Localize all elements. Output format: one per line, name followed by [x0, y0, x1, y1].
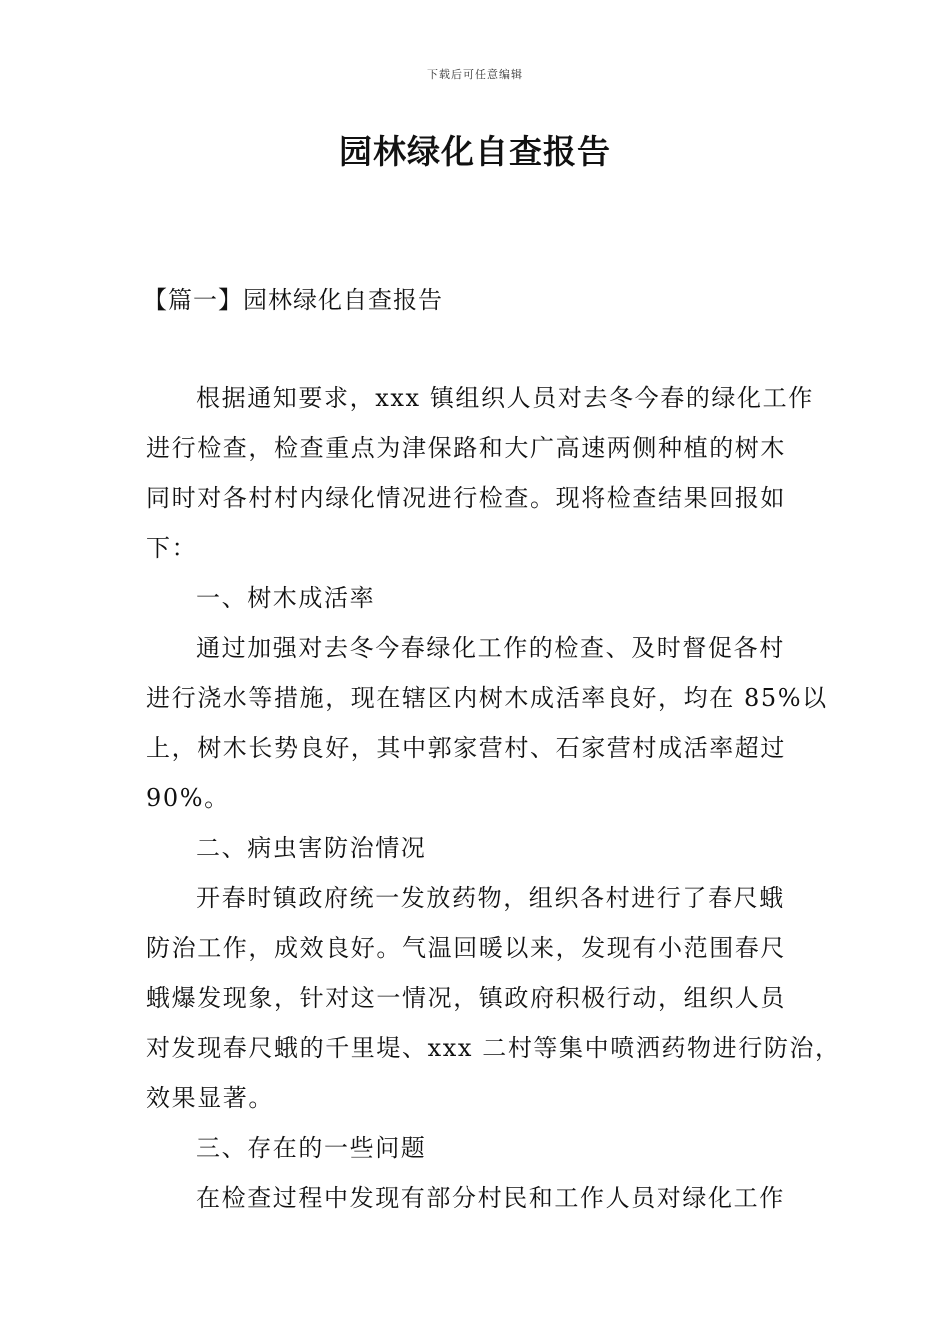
paragraph-line: 根据通知要求，xxx 镇组织人员对去冬今春的绿化工作	[196, 384, 814, 412]
paragraph-line: 通过加强对去冬今春绿化工作的检查、及时督促各村	[196, 634, 785, 662]
header-note: 下载后可任意编辑	[427, 68, 523, 81]
section-heading: 【篇一】园林绿化自查报告	[143, 286, 443, 314]
paragraph-line: 对发现春尺蛾的千里堤、xxx 二村等集中喷洒药物进行防治，	[146, 1034, 841, 1062]
paragraph-line: 上，树木长势良好，其中郭家营村、石家营村成活率超过	[146, 734, 786, 762]
document-body	[146, 373, 841, 1223]
subheading-line: 二、病虫害防治情况	[196, 834, 427, 862]
paragraph-line: 蛾爆发现象，针对这一情况，镇政府积极行动，组织人员	[146, 984, 786, 1012]
paragraph-line: 进行检查，检查重点为津保路和大广高速两侧种植的树木	[146, 434, 786, 462]
paragraph-line: 90%。	[146, 784, 230, 812]
paragraph-line: 效果显著。	[146, 1084, 274, 1112]
paragraph-line: 下：	[146, 534, 198, 562]
paragraph-line: 在检查过程中发现有部分村民和工作人员对绿化工作	[196, 1184, 785, 1212]
subheading-line: 三、存在的一些问题	[196, 1134, 427, 1162]
document-title: 园林绿化自查报告	[339, 132, 611, 171]
subheading-line: 一、树木成活率	[196, 584, 376, 612]
paragraph-line: 进行浇水等措施，现在辖区内树木成活率良好，均在 85%以	[146, 684, 828, 712]
paragraph-line: 开春时镇政府统一发放药物，组织各村进行了春尺蛾	[196, 884, 785, 912]
paragraph-line: 同时对各村村内绿化情况进行检查。现将检查结果回报如	[146, 484, 786, 512]
paragraph-line: 防治工作，成效良好。气温回暖以来，发现有小范围春尺	[146, 934, 786, 962]
